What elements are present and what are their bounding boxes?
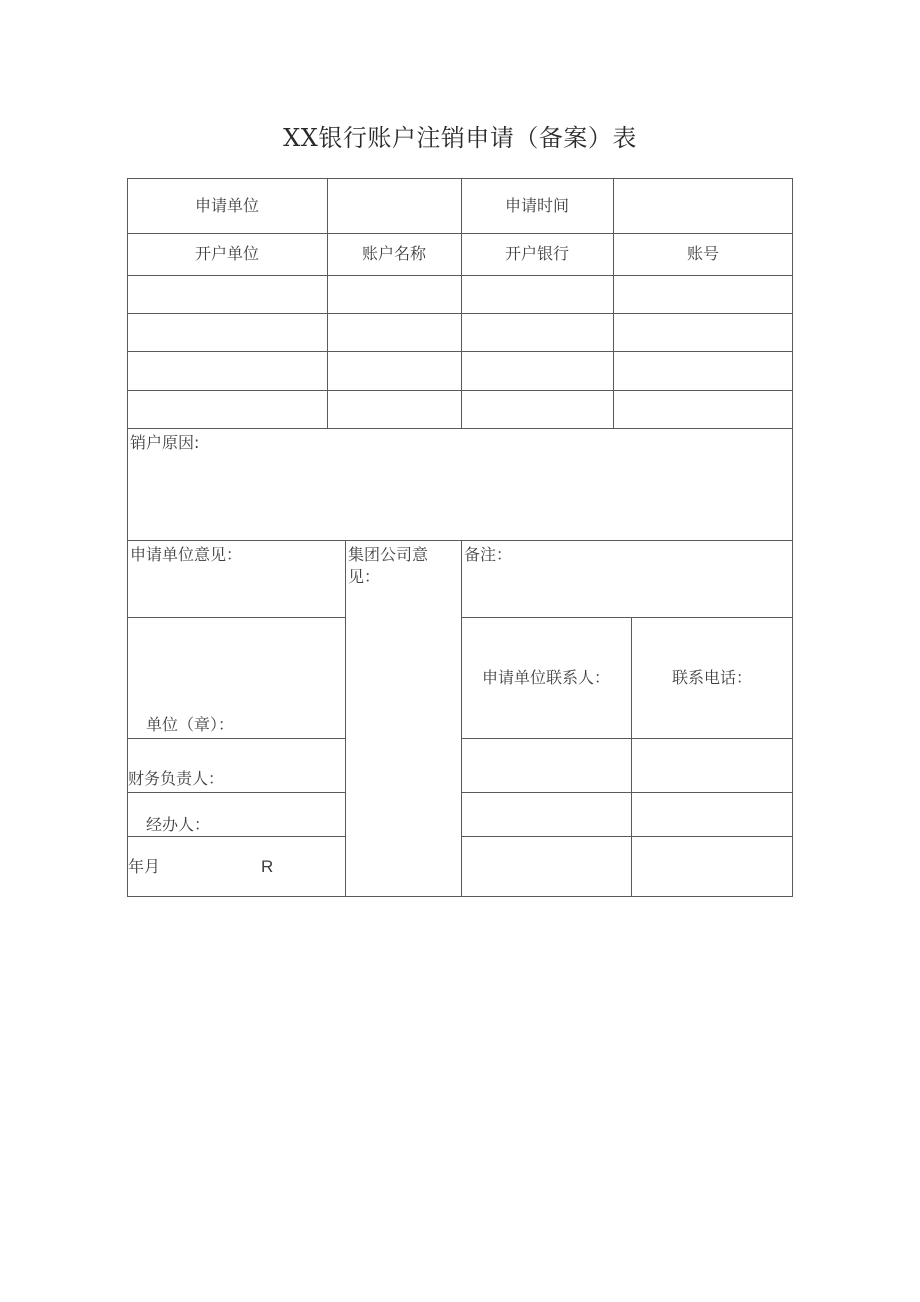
table-rule bbox=[127, 428, 793, 429]
group-company-opinion-label: 集团公司意见： bbox=[348, 545, 429, 586]
phone-label: 联系电话： bbox=[671, 668, 752, 687]
table-rule bbox=[461, 836, 793, 837]
table-rule bbox=[613, 178, 614, 429]
date-day-mark: R bbox=[261, 857, 274, 876]
table-border-right bbox=[792, 178, 793, 897]
table-rule bbox=[327, 178, 328, 429]
table-rule bbox=[461, 540, 462, 897]
remarks-label: 备注： bbox=[464, 545, 513, 564]
table-rule bbox=[127, 275, 793, 276]
date-label: 年月 bbox=[128, 857, 161, 876]
table-rule bbox=[127, 313, 793, 314]
column-header-account-name: 账户名称 bbox=[361, 244, 426, 263]
closing-reason-label: 销户原因: bbox=[130, 433, 200, 452]
account-closing-form bbox=[127, 178, 793, 897]
unit-seal-label: 单位（章）： bbox=[146, 715, 235, 734]
table-rule bbox=[127, 836, 345, 837]
form-title: XX银行账户注销申请（备案）表 bbox=[283, 124, 637, 152]
table-rule bbox=[127, 233, 793, 234]
applicant-unit-opinion-label: 申请单位意见： bbox=[130, 545, 243, 564]
applicant-unit-label: 申请单位 bbox=[194, 196, 259, 215]
table-rule bbox=[461, 792, 793, 793]
column-header-opening-bank: 开户银行 bbox=[504, 244, 569, 263]
table-rule bbox=[127, 540, 793, 541]
apply-time-label: 申请时间 bbox=[504, 196, 569, 215]
table-rule bbox=[127, 792, 345, 793]
table-rule bbox=[345, 540, 346, 897]
table-rule bbox=[127, 738, 345, 739]
table-rule bbox=[461, 738, 793, 739]
table-rule bbox=[631, 617, 632, 897]
table-rule bbox=[127, 351, 793, 352]
finance-head-label: 财务负责人： bbox=[128, 769, 225, 788]
handler-label: 经办人： bbox=[146, 815, 211, 834]
column-header-opening-unit: 开户单位 bbox=[194, 244, 259, 263]
table-rule bbox=[461, 617, 793, 618]
table-border-top bbox=[127, 178, 793, 179]
table-border-bottom bbox=[127, 896, 793, 897]
table-rule bbox=[127, 390, 793, 391]
contact-person-label: 申请单位联系人： bbox=[481, 668, 610, 687]
table-rule bbox=[127, 617, 345, 618]
column-header-account-number: 账号 bbox=[686, 244, 719, 263]
